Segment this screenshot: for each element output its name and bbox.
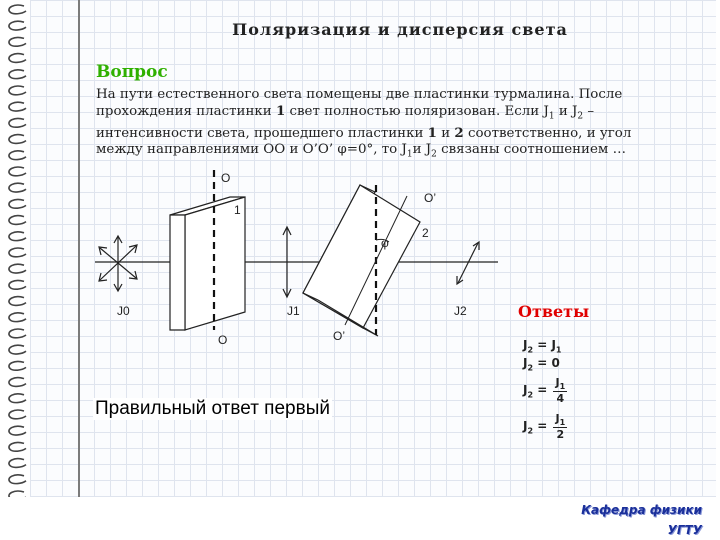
question-label: Вопрос [96, 62, 168, 82]
correct-answer-text: Правильный ответ первый [95, 398, 330, 419]
label-plate-1: 1 [234, 203, 241, 217]
tourmaline-plate-2 [303, 185, 420, 336]
answer-option-2[interactable]: $J_2 = 0$ [523, 356, 560, 373]
department-label [581, 500, 702, 540]
answer-option-4[interactable]: $J_2$ = $\frac{J_1}{2}$ [523, 412, 566, 442]
label-plate-2: 2 [422, 226, 429, 240]
question-line-2: прохождения пластинки 1 свет полностью поляризован. Если $J_1$ и $J_2$ – [96, 103, 595, 122]
answers-label: Ответы [518, 302, 590, 321]
label-phi: φ [381, 236, 389, 250]
label-o-bottom: O [218, 333, 228, 347]
label-j1: J1 [287, 304, 300, 318]
label-j2: J2 [454, 304, 467, 318]
j2-polarization-arrow [457, 242, 479, 284]
page-title: Поляризация и дисперсия света [232, 20, 568, 39]
label-o-prime-top: O’ [424, 191, 436, 205]
question-line-4: между направлениями ОО и О’О’ φ=0°, то $J_1и$ $J_2$ связаны соотношением … [96, 141, 626, 160]
natural-light-icon [99, 236, 137, 291]
label-j0: J0 [117, 304, 130, 318]
department-name: Кафедра физики [581, 503, 702, 517]
question-line-3: интенсивности света, прошедшего пластинки 1 и 2 соответственно, и угол [96, 124, 632, 141]
question-line-1: На пути естественного света помещены две пластинки турмалина. После [96, 87, 623, 102]
answer-option-3[interactable]: $J_2$ = $\frac{J_1}{4}$ [523, 376, 566, 406]
university-name: УГТУ [667, 523, 702, 537]
answer-option-1[interactable]: $J_2 = J_1$ [523, 338, 562, 355]
label-o-prime-bottom: O’ [333, 329, 345, 343]
label-o-top: O [221, 171, 231, 185]
